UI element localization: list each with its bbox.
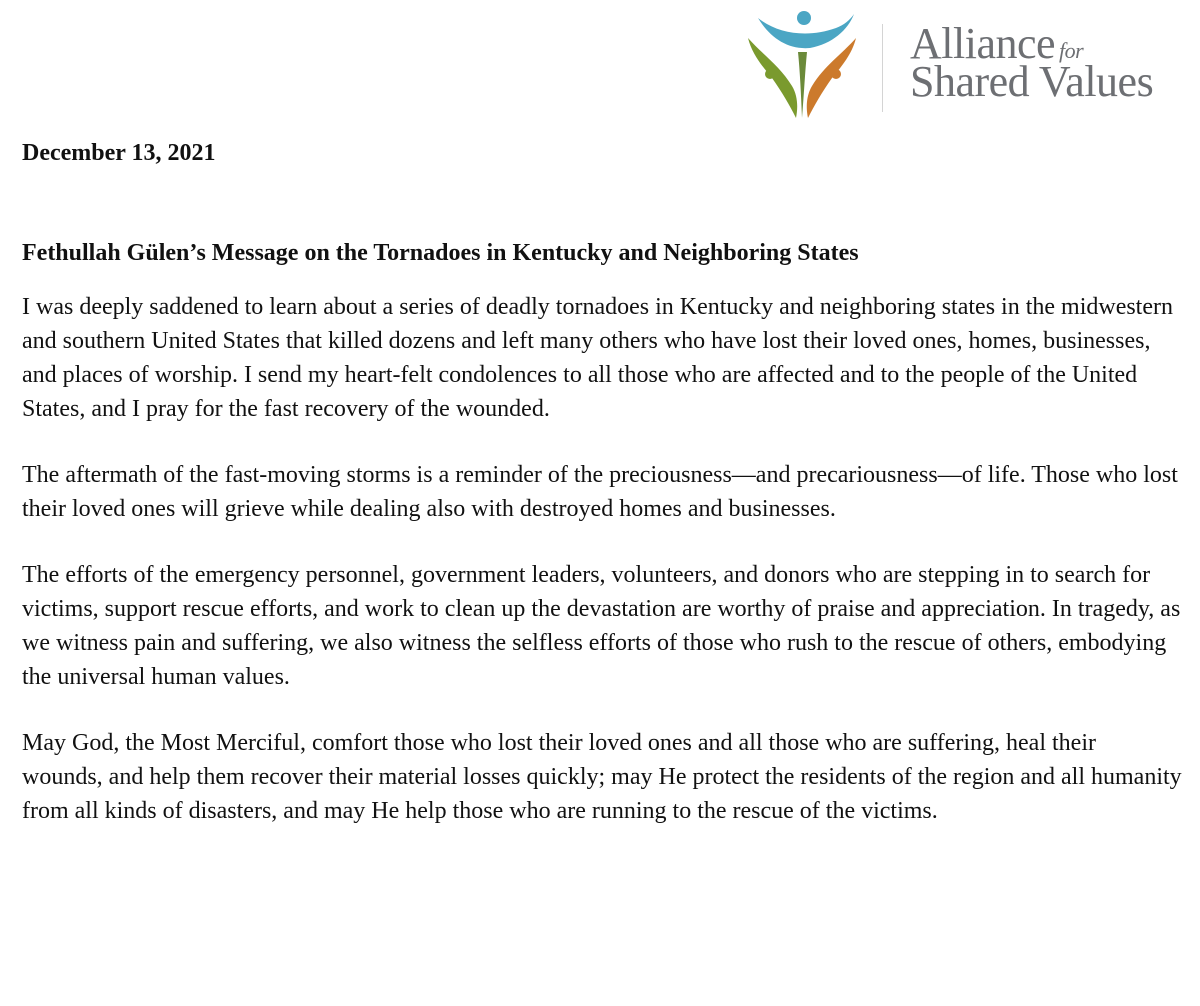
logo-wordmark: [910, 19, 1154, 106]
letter-date: December 13, 2021: [22, 140, 216, 166]
logo-line-2: Shared Values: [910, 57, 1154, 106]
paragraph-1: I was deeply saddened to learn about a series of deadly tornadoes in Kentucky and neighboring states in the midwestern and southern United States that killed dozens and left many others who have lost their loved ones, homes, businesses, and places of worship. I send my heart-felt condolences to all those who are affected and to the people of the United States, and I pray for the fast recovery of the wounded.: [22, 294, 1173, 422]
logo-divider: [882, 24, 883, 112]
logo-line-1: [910, 19, 1153, 68]
letter-headline: Fethullah Gülen’s Message on the Tornadoes in Kentucky and Neighboring States: [22, 240, 859, 266]
letter-body: [22, 136, 1182, 828]
paragraph-3: The efforts of the emergency personnel, government leaders, volunteers, and donors who are stepping in to search for victims, support rescue efforts, and work to clean up the devastation are worthy of praise and appreciation. In tragedy, as we witness pain and suffering, we also witness the selfless efforts of those who rush to the rescue of others, embodying the universal human values.: [22, 562, 1181, 690]
organization-logo: [744, 8, 1174, 120]
paragraph-2: The aftermath of the fast-moving storms is a reminder of the preciousness—and precariousness—of life. Those who lost their loved ones will grieve while dealing also with destroyed homes and businesses.: [22, 462, 1178, 522]
paragraph-4: May God, the Most Merciful, comfort those who lost their loved ones and all those who are suffering, heal their wounds, and help them recover their material losses quickly; may He protect the residents of the region and all humanity from all kinds of disasters, and may He help those who are running to the rescue of the victims.: [22, 730, 1182, 824]
logo-word-for: for: [1059, 38, 1084, 63]
alliance-logo-mark-icon: [744, 8, 862, 120]
logo-word-alliance: Alliance: [910, 19, 1056, 68]
